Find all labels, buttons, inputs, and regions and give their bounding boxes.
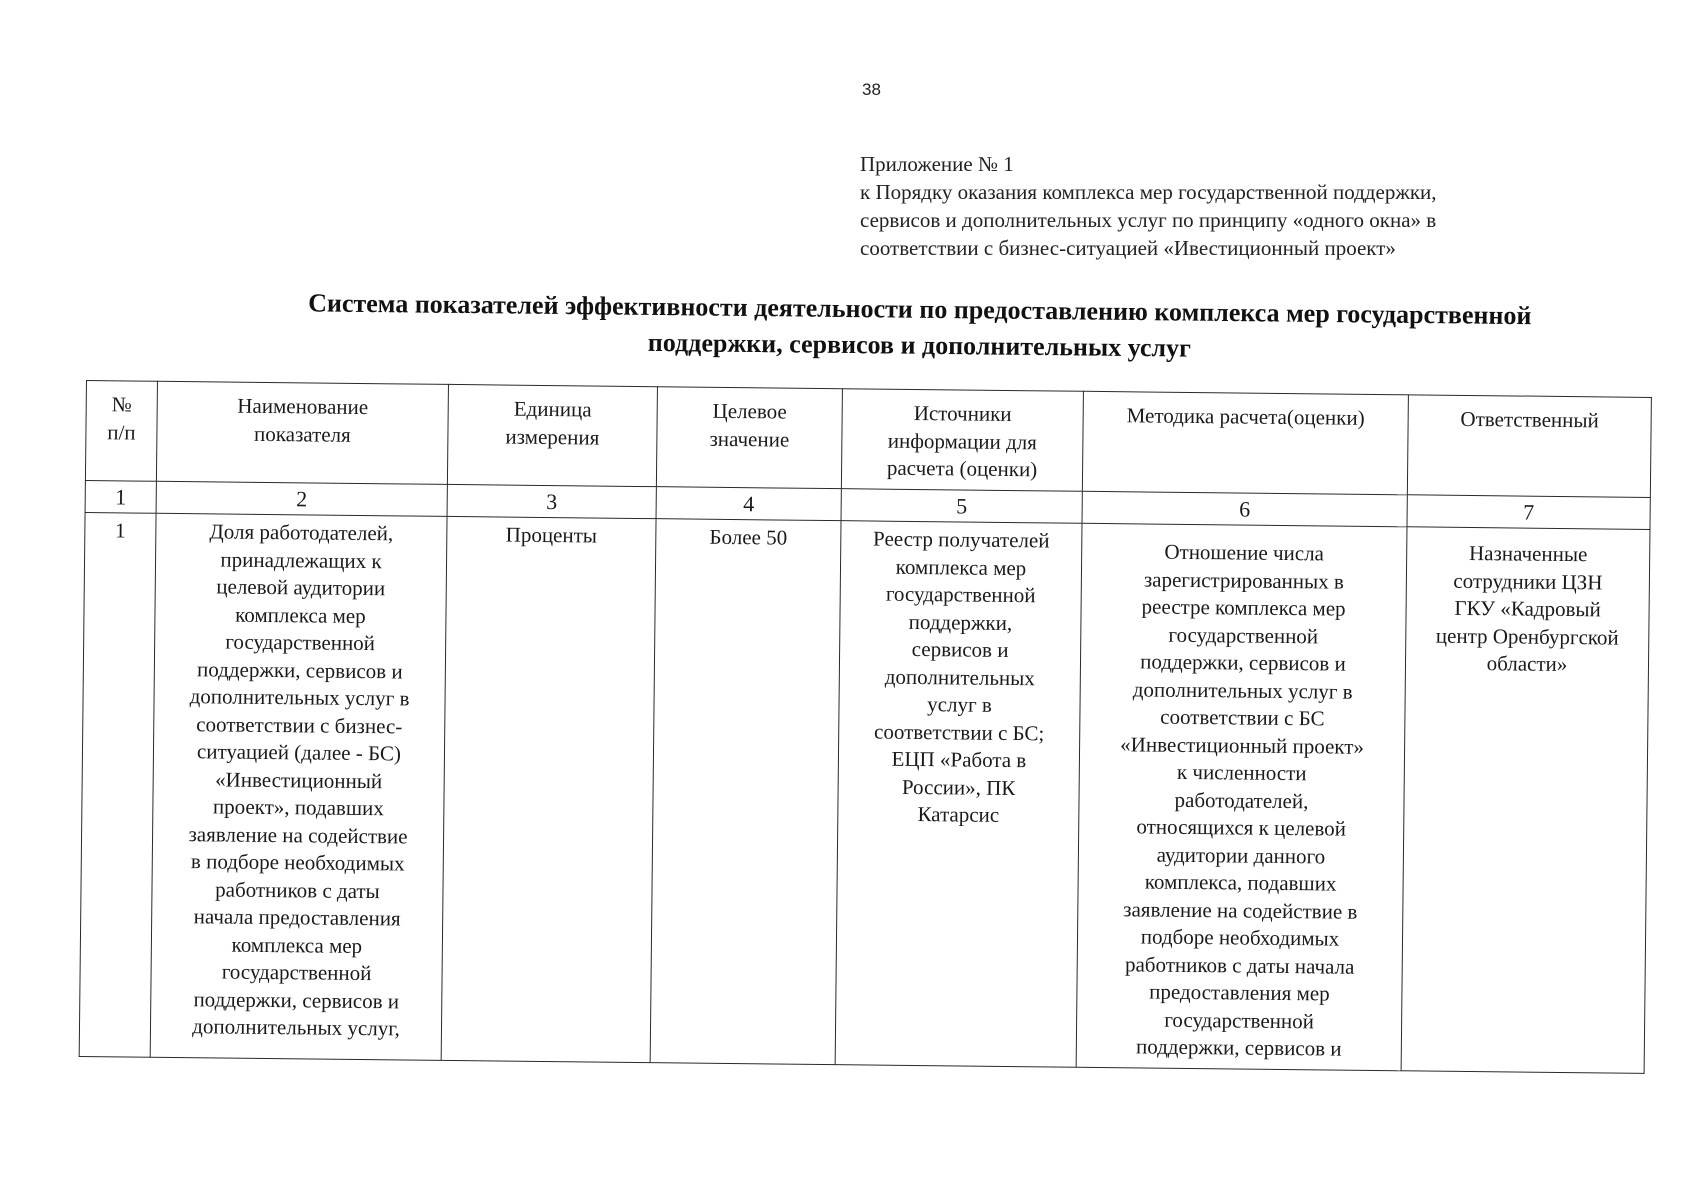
page-number: 38 <box>862 80 881 99</box>
indicators-table <box>79 380 1652 1073</box>
target-value-cell: Более 50 <box>650 519 841 1064</box>
indicators-table-container <box>79 380 1619 1072</box>
header-cell-indicator-name: Наименование показателя <box>156 381 448 484</box>
document-title <box>179 284 1660 371</box>
header-cell-responsible: Ответственный <box>1407 395 1651 497</box>
column-number-cell: 7 <box>1407 494 1650 529</box>
information-sources-cell: Реестр получателей комплекса мер государственной поддержки, сервисов и дополнительных услуг в соответствии с БС; ЕЦП «Работа в России», ПК Катарсис <box>835 521 1082 1067</box>
column-number-cell: 2 <box>156 481 447 517</box>
column-number-cell: 4 <box>656 486 841 520</box>
appendix-line: Приложение № 1 <box>860 152 1014 176</box>
appendix-note <box>860 150 1560 262</box>
calculation-method-cell: Отношение числа зарегистрированных в реестре комплекса мер государственной поддержки, сервисов и дополнительных услуг в соответствии с БС «Инвестиционный проект» к численности работодателей, относящихся к целевой аудитории данного комплекса, подавших заявление на содействие в подборе необходимых работников с даты начала предоставления мер государственной поддержки, сервисов и <box>1076 523 1407 1070</box>
document-title-line-2: поддержки, сервисов и дополнительных услуг <box>647 327 1192 363</box>
appendix-line: соответствии с бизнес-ситуацией «Ивестиционный проект» <box>860 236 1396 260</box>
table-row <box>79 512 1650 1072</box>
responsible-cell: Назначенные сотрудники ЦЗН ГКУ «Кадровый центр Оренбургской области» <box>1401 527 1650 1073</box>
table-header-row <box>85 381 1651 497</box>
appendix-line: к Порядку оказания комплекса мер государственной поддержки, <box>860 180 1437 204</box>
header-cell-unit: Единица измерения <box>447 384 657 486</box>
document-title-line-1: Система показателей эффективности деятельности по предоставлению комплекса мер государственной <box>308 288 1532 331</box>
header-cell-method: Методика расчета(оценки) <box>1082 391 1408 494</box>
header-cell-number: № п/п <box>85 381 157 481</box>
appendix-line: сервисов и дополнительных услуг по принципу «одного окна» в <box>860 208 1437 232</box>
column-number-cell: 3 <box>447 484 656 519</box>
column-number-cell: 6 <box>1082 491 1407 527</box>
row-number-cell: 1 <box>79 512 156 1056</box>
header-cell-sources: Источники информации для расчета (оценки) <box>841 389 1083 491</box>
indicator-name-cell: Доля работодателей, принадлежащих к целевой аудитории комплекса мер государственной поддержки, сервисов и дополнительных услуг в соответствии с бизнес- ситуацией (далее - БС) «Инвестиционный проект», подавших заявление на содействие в подборе необходимых работников с даты начала предоставления комплекса мер государственной поддержки, сервисов и дополнительных услуг, <box>150 513 447 1060</box>
column-number-cell: 1 <box>85 480 156 513</box>
unit-cell: Проценты <box>441 516 656 1062</box>
header-cell-target: Целевое значение <box>656 387 842 488</box>
column-number-cell: 5 <box>841 488 1082 523</box>
